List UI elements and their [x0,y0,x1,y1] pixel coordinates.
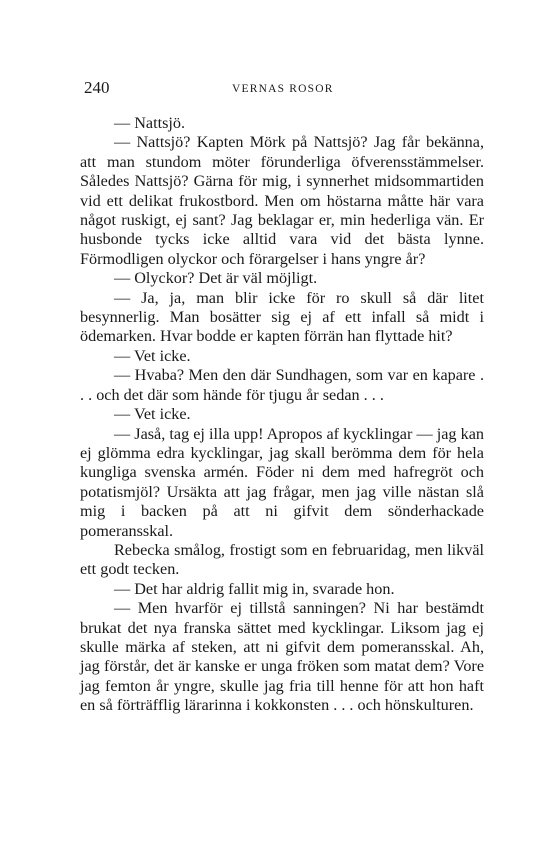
paragraph: — Det har aldrig fallit mig in, svarade hon. [114,579,395,598]
paragraph: Rebecka smålog, frostigt som en februaridag, men likväl ett godt tecken. [80,540,484,579]
paragraph: — Nattsjö? Kapten Mörk på Nattsjö? Jag får bekänna, att man stundom möter förunderliga öfverensstämmelser. Således Nattsjö? Gärna för mig, i synnerhet midsommartiden vid ett delikat frukostbord. Men om höstarna måtte här vara något ruskigt, ej sant? Jag beklagar er, min hederliga vän. Er husbonde tycks icke alltid vara vid det bästa lynne. Förmodligen olyckor och förargelser i hans yngre år? [80,133,484,268]
body-text [80,114,484,716]
paragraph: — Vet icke. [114,405,191,424]
paragraph: — Ja, ja, man blir icke för ro skull så där litet besynnerlig. Man bosätter sig ej af ett infall så midt i ödemarken. Hvar bodde er kapten förrän han flyttade hit? [80,288,484,346]
page-header [84,78,484,100]
paragraph: — Nattsjö. [114,114,186,132]
paragraph: — Vet icke. [114,346,191,365]
paragraph: — Hvaba? Men den där Sundhagen, som var en kapare . . . och det där som hände för tjugu år sedan . . . [80,366,484,404]
paragraph: — Men hvarför ej tillstå sanningen? Ni har bestämdt brukat det nya franska sättet med kycklingar. Liksom jag ej skulle märka af steken, att ni gifvit dem pomeransskal. Ah, jag förstår, det är kanske er unga fröken som matat dem? Vore jag femton år yngre, skulle jag fria till henne för att hon haft en så förträfflig lärarinna i kokkonsten . . . och hönskulturen. [80,599,484,715]
paragraph: — Jaså, tag ej illa upp! Apropos af kycklingar — jag kan ej glömma edra kycklingar, jag skall berömma dem för hela kungliga svenska armén. Föder ni dem med hafregröt och potatismjöl? Ursäkta att jag frågar, men jag ville nästan slå mig i backen på att ni gifvit dem sönderhackade pomeransskal. [80,424,484,540]
page-number: 240 [84,78,110,97]
running-title: VERNAS ROSOR [232,83,334,95]
paragraph: — Olyckor? Det är väl möjligt. [114,269,318,288]
